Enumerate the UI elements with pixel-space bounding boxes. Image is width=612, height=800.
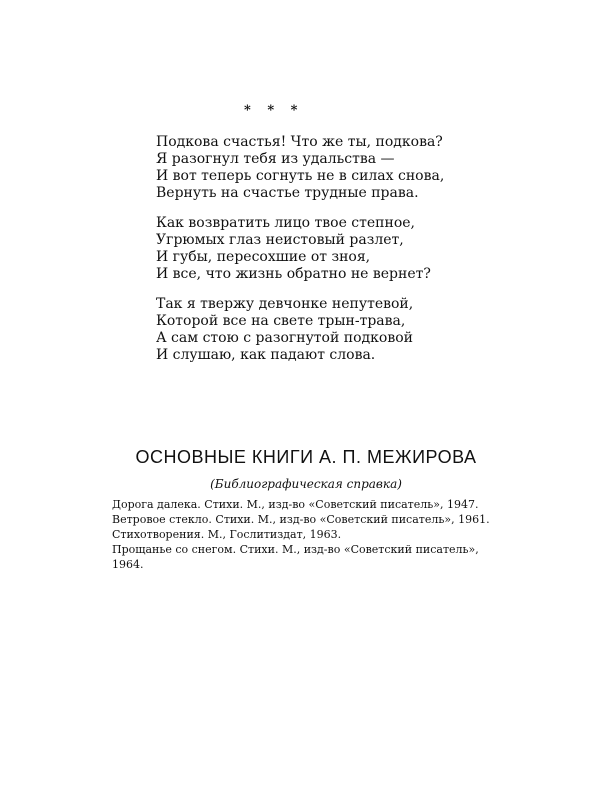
poem-line: Так я твержу девчонке непутевой,: [156, 296, 414, 312]
poem: [156, 134, 456, 377]
poem-line: Вернуть на счастье трудные права.: [156, 185, 419, 201]
poem-line: Угрюмых глаз неистовый разлет,: [156, 232, 404, 248]
bibliography-list: [112, 497, 504, 572]
poem-line: Которой все на свете трын-трава,: [156, 313, 406, 329]
bibliography-entry: Стихотворения. М., Гослитиздат, 1963.: [112, 528, 342, 541]
bibliography-entry: Ветровое стекло. Стихи. М., изд-во «Советский писатель», 1961.: [112, 513, 490, 526]
poem-line: Как возвратить лицо твое степное,: [156, 215, 416, 231]
section-ornament: * * *: [244, 103, 304, 118]
poem-stanza: [156, 296, 456, 364]
poem-line: Я разогнул тебя из удальства —: [156, 151, 395, 167]
poem-stanza: [156, 215, 456, 283]
bibliography-subtitle: (Библиографическая справка): [210, 477, 402, 491]
poem-line: И слушаю, как падают слова.: [156, 347, 376, 363]
bibliography-title: ОСНОВНЫЕ КНИГИ А. П. МЕЖИРОВА: [135, 447, 477, 467]
poem-line: А сам стою с разогнутой подковой: [156, 330, 413, 346]
poem-line: И вот теперь согнуть не в силах снова,: [156, 168, 445, 184]
bibliography-entry: Дорога далека. Стихи. М., изд-во «Советский писатель», 1947.: [112, 498, 479, 511]
bibliography-entry: Прощанье со снегом. Стихи. М., изд-во «Советский писатель», 1964.: [112, 543, 479, 571]
poem-line: Подкова счастья! Что же ты, подкова?: [156, 134, 443, 150]
poem-stanza: [156, 134, 456, 202]
poem-line: И губы, пересохшие от зноя,: [156, 249, 371, 265]
poem-line: И все, что жизнь обратно не вернет?: [156, 266, 431, 282]
